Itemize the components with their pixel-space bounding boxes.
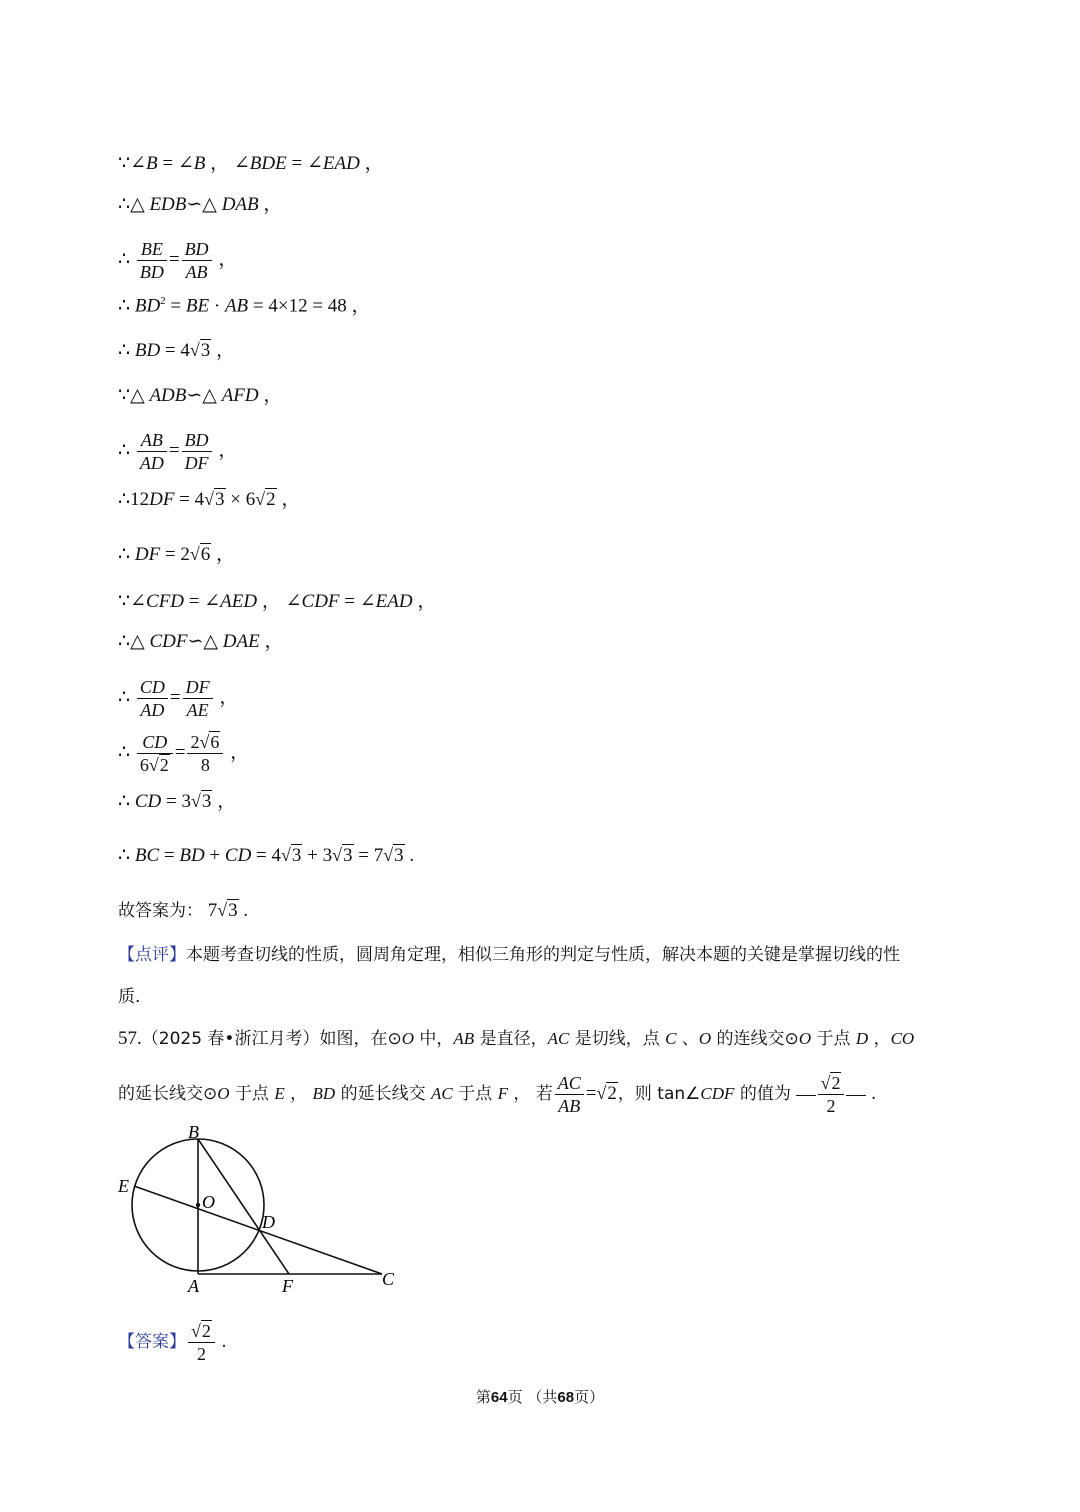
step-4: ∴ $BD^2$ = BE · AB = 4×12 = 48 ， xyxy=(118,295,371,317)
step-8: ∴12DF = 4√3 × 6√2 ， xyxy=(118,489,301,510)
step-7: ∴ $\frac{AB}{AD}$ = $\frac{BD}{DF}$ ， xyxy=(118,430,238,473)
step-2: ∴△ EDB∽△ DAB ， xyxy=(118,194,283,215)
step-5: ∴ BD = 4√3 ， xyxy=(118,340,236,361)
center-point xyxy=(196,1203,200,1207)
step-3: ∴ $\frac{BE}{BD}$ = $\frac{BD}{AB}$ ， xyxy=(118,239,238,282)
comment-line-1: 【点评】本题考查切线的性质，圆周角定理，相似三角形的判定与性质，解决本题的关键是掌握切线的性 xyxy=(118,945,900,965)
comment-tag: 【点评】 xyxy=(118,945,186,965)
step-13: ∴ $\frac{CD}{6√2}$ = $\frac{2√6}{8}$ ， xyxy=(118,732,250,775)
answer-57: 【答案】 $\frac{√2}{2}$ . xyxy=(118,1321,227,1364)
step-14: ∴ CD = 3√3 ， xyxy=(118,791,237,812)
step-12: ∴ $\frac{CD}{AD}$ = $\frac{DF}{AE}$ ， xyxy=(118,677,239,720)
step-6: ∵△ ADB∽△ AFD ， xyxy=(118,385,283,406)
problem-57-line-1: 57.（2025 春•浙江月考）如图，在⊙O 中，AB 是直径，AC 是切线，点 C 、O 的连线交⊙O 于点 D ，CO xyxy=(118,1028,915,1049)
geometry-figure xyxy=(110,1120,430,1300)
answer-tag: 【答案】 xyxy=(118,1331,186,1352)
comment-line-2: 质. xyxy=(118,987,141,1007)
page-footer: 第64页 （共68页） xyxy=(475,1388,605,1406)
step-9: ∴ DF = 2√6 ， xyxy=(118,544,236,565)
label-a: A xyxy=(188,1276,199,1296)
label-b: B xyxy=(188,1122,199,1142)
step-1: ∵∠B = ∠B ， ∠BDE = ∠EAD ， xyxy=(118,153,384,174)
line-ec xyxy=(134,1186,382,1274)
previous-answer: 故答案为： 7√3 . xyxy=(118,900,249,921)
fill-answer: $\frac{√2}{2}$ xyxy=(818,1072,845,1117)
problem-57-line-2: 的延长线交⊙O 于点 E ， BD 的延长线交 AC 于点 F ， 若 $\frac{AC}{AB}$ =√2，则 tan∠CDF 的值为 $\frac{√2}{2}$ . xyxy=(118,1073,876,1116)
label-o: O xyxy=(202,1192,215,1212)
label-c: C xyxy=(382,1269,395,1289)
step-11: ∴△ CDF∽△ DAE ， xyxy=(118,631,284,652)
label-e: E xyxy=(118,1176,129,1196)
label-d: D xyxy=(262,1212,275,1232)
step-15: ∴ BC = BD + CD = 4√3 + 3√3 = 7√3 . xyxy=(118,845,415,866)
label-f: F xyxy=(282,1276,293,1296)
step-10: ∵∠CFD = ∠AED ， ∠CDF = ∠EAD ， xyxy=(118,591,437,612)
